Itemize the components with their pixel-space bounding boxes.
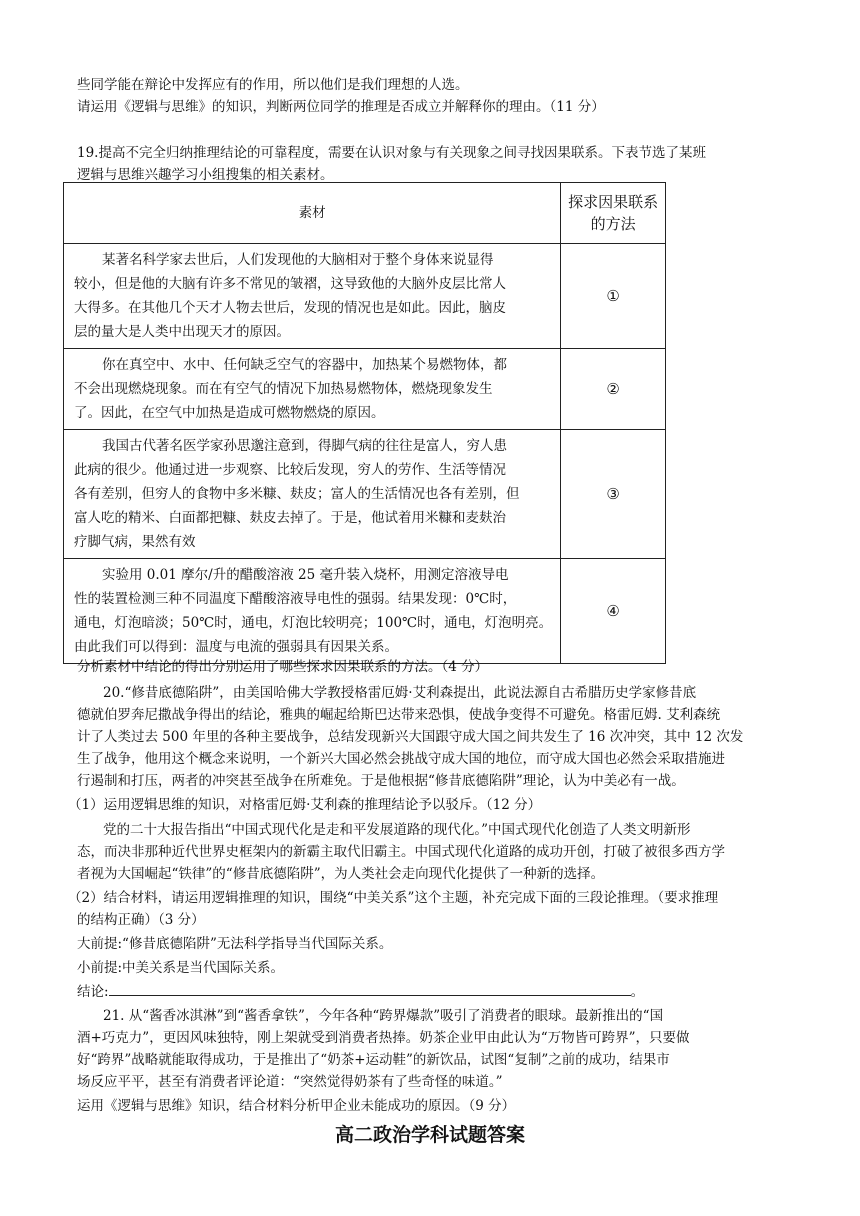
question-20-material: 者视为大国崛起“铁律”的“修昔底德陷阱”，为人类社会走向现代化提供了一种新的选择。 [77,866,605,882]
question-21-text: 好“跨界”战略就能取得成功，于是推出了“奶茶+运动鞋”的新饮品，试图“复制”之前的成功，结果市 [77,1052,670,1068]
method-cell: ④ [561,559,666,664]
minor-premise: 小前提:中美关系是当代国际关系。 [77,960,285,976]
question-20-text: 计了人类过去 500 年里的各种主要战争，总结发现新兴大国跟守成大国之间共发生了 16 次冲突，其中 12 次发 [77,729,744,745]
question-20-text: 生了战争，他用这个概念来说明，一个新兴大国必然会挑战守成大国的地位，而守成大国也必然会采取措施进 [77,751,725,767]
table-header-row [64,183,666,244]
materials-table [63,182,666,664]
material-cell: 我国古代著名医学家孙思邈注意到，得脚气病的往往是富人，穷人患 此病的很少。他通过进一步观察、比较后发现，穷人的劳作、生活等情况 各有差别，但穷人的食物中多米糠、麸皮；富人的生活情况也各有差别，但 富人吃的精米、白面都把糠、麸皮去掉了。于是，他试着用米糠和麦麸治 疗脚气病，果然有效 [64,430,561,559]
question-19-intro: 19.提高不完全归纳推理结论的可靠程度，需要在认识对象与有关现象之间寻找因果联系。下表节选了某班 [77,145,706,161]
question-21-prompt: 运用《逻辑与思维》知识，结合材料分析甲企业未能成功的原因。（9 分） [77,1098,516,1114]
question-21-text: 酒+巧克力”，更因风味独特，刚上架就受到消费者热捧。奶茶企业甲由此认为“万物皆可跨界”，只要做 [77,1030,690,1046]
major-premise: 大前提:“修昔底德陷阱”无法科学指导当代国际关系。 [77,936,393,952]
table-row [64,559,666,664]
question-19-intro-cont: 逻辑与思维兴趣学习小组搜集的相关素材。 [77,167,334,183]
conclusion-line: 结论: 。 [77,984,645,1000]
text-line: 些同学能在辩论中发挥应有的作用，所以他们是我们理想的人选。 [77,77,469,93]
material-cell: 你在真空中、水中、任何缺乏空气的容器中，加热某个易燃物体，都 不会出现燃烧现象。而在有空气的情况下加热易燃物体，燃烧现象发生 了。因此，在空气中加热是造成可燃物燃烧的原因。 [64,349,561,430]
question-19-prompt: 分析素材中结论的得出分别运用了哪些探求因果联系的方法。（4 分） [77,659,489,675]
question-20-material: 态，而决非那种近代世界史框架内的新霸主取代旧霸主。中国式现代化道路的成功开创，打破了被很多西方学 [77,844,725,860]
method-cell: ③ [561,430,666,559]
header-material: 素材 [64,183,561,244]
question-20-material: 党的二十大报告指出“中国式现代化是走和平发展道路的现代化。”中国式现代化创造了人类文明新形 [103,822,691,838]
question-20-sub2-cont: 的结构正确）（3 分） [77,912,205,928]
question-20-sub1: （1）运用逻辑思维的知识，对格雷厄姆·艾利森的推理结论予以驳斥。（12 分） [68,797,542,813]
material-cell: 某著名科学家去世后，人们发现他的大脑相对于整个身体来说显得 较小，但是他的大脑有许多不常见的皱褶，这导致他的大脑外皮层比常人 大得多。在其他几个天才人物去世后，发现的情况也是如此。因此，脑皮 层的量大是人类中出现天才的原因。 [64,244,561,349]
question-20-text: 德就伯罗奔尼撒战争得出的结论，雅典的崛起给斯巴达带来恐惧，使战争变得不可避免。格雷厄姆. 艾利森统 [77,707,721,723]
text-line: 请运用《逻辑与思维》的知识，判断两位同学的推理是否成立并解释你的理由。（11 分） [77,99,605,115]
answer-section-title: 高二政治学科试题答案 [334,1124,525,1146]
table-row [64,244,666,349]
table-row [64,430,666,559]
material-cell: 实验用 0.01 摩尔/升的醋酸溶液 25 毫升装入烧杯，用测定溶液导电 性的装置检测三种不同温度下醋酸溶液导电性的强弱。结果发现：0℃时， 通电，灯泡暗淡；50℃时，通电，灯泡比较明亮；100℃时，通电，灯泡明亮。 由此我们可以得到：温度与电流的强弱具有因果关系。 [64,559,561,664]
question-21-text: 场反应平平，甚至有消费者评论道：“突然觉得奶茶有了些奇怪的味道。” [77,1074,503,1090]
header-method: 探求因果联系 的方法 [561,183,666,244]
answer-blank[interactable] [109,983,631,996]
table-row [64,349,666,430]
question-20-sub2: （2）结合材料，请运用逻辑推理的知识，围绕“中美关系”这个主题，补充完成下面的三段论推理。（要求推理 [68,890,719,906]
method-cell: ① [561,244,666,349]
method-cell: ② [561,349,666,430]
question-20-text: 行遏制和打压，两者的冲突甚至战争在所难免。于是他根据“修昔底德陷阱”理论，认为中美必有一战。 [77,773,685,789]
question-21-text: 21. 从“酱香冰淇淋”到“酱香拿铁”，今年各种“跨界爆款”吸引了消费者的眼球。最新推出的“国 [103,1008,664,1024]
question-20-text: 20.“修昔底德陷阱”，由美国哈佛大学教授格雷厄姆·艾利森提出，此说法源自古希腊历史学家修昔底 [103,685,697,701]
